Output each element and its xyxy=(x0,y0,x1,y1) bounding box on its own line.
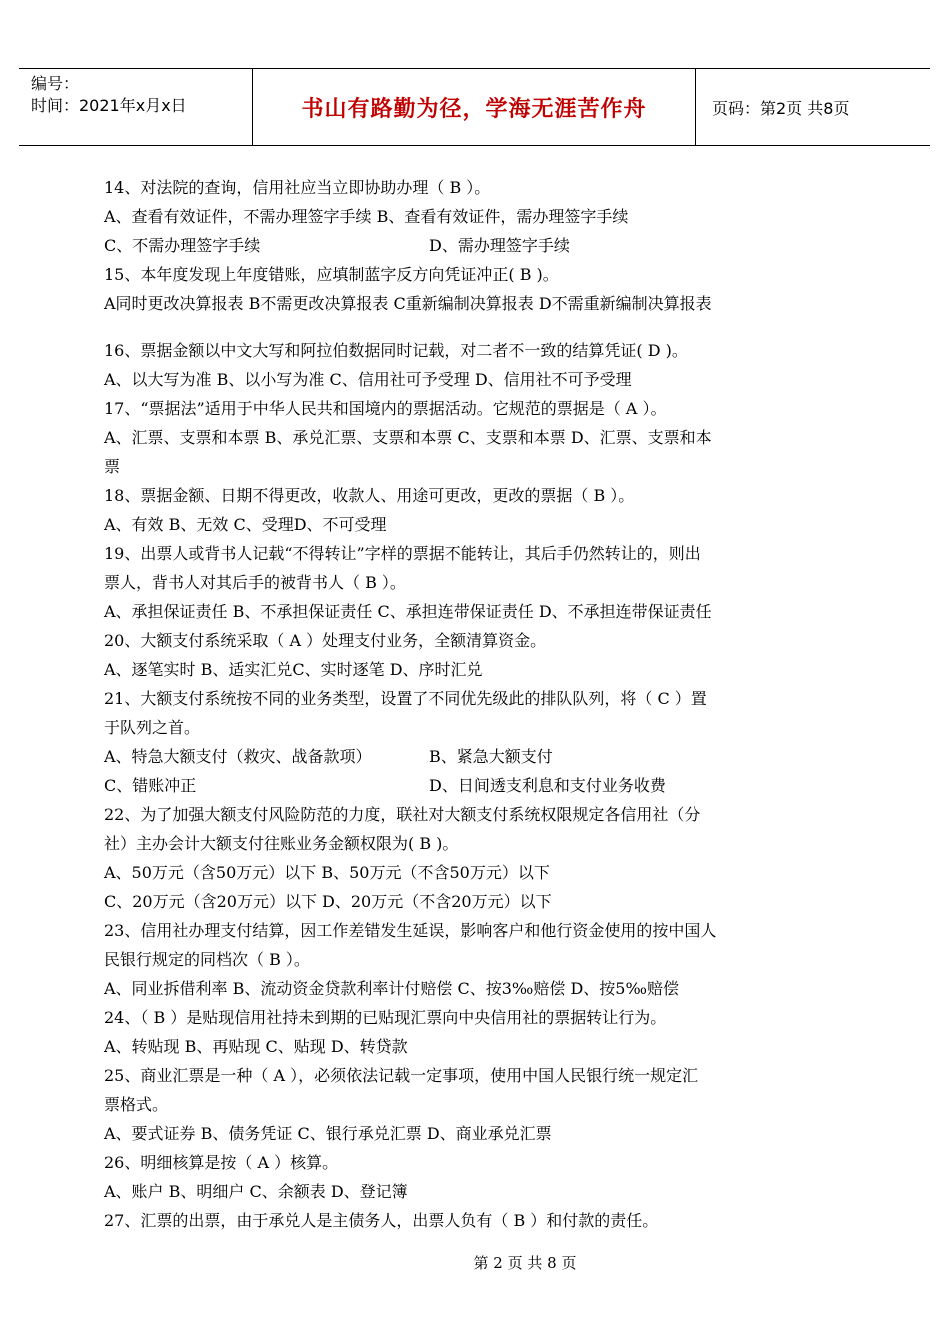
option-text: A、特急大额支付（救灾、战备款项） xyxy=(104,747,372,766)
text-line: A、有效 B、无效 C、受理D、不可受理 xyxy=(104,515,387,534)
doc-code-label: 编号： xyxy=(31,74,80,93)
header-page-number: 页码：第2页 共8页 xyxy=(712,98,850,118)
text-line: 19、出票人或背书人记载“不得转让”字样的票据不能转让，其后手仍然转让的，则出 xyxy=(104,544,701,563)
text-line: 27、汇票的出票，由于承兑人是主债务人，出票人负有（ B ）和付款的责任。 xyxy=(104,1211,659,1230)
text-line: 16、票据金额以中文大写和阿拉伯数据同时记载，对二者不一致的结算凭证( D )。 xyxy=(104,341,688,360)
text-line: 票人，背书人对其后手的被背书人（ B ）。 xyxy=(104,573,406,592)
option-text: D、日间透支利息和支付业务收费 xyxy=(429,776,666,795)
document-body xyxy=(104,173,864,1235)
text-line: 18、票据金额、日期不得更改，收款人、用途可更改，更改的票据（ B ）。 xyxy=(104,486,635,505)
option-text: C、错账冲正 xyxy=(104,776,197,795)
page-header xyxy=(19,68,930,146)
text-line: C、20万元（含20万元）以下 D、20万元（不含20万元）以下 xyxy=(104,892,552,911)
option-text: C、不需办理签字手续 xyxy=(104,236,261,255)
text-line: 23、信用社办理支付结算，因工作差错发生延误，影响客户和他行资金使用的按中国人 xyxy=(104,921,717,940)
text-line: 26、明细核算是按（ A ）核算。 xyxy=(104,1153,339,1172)
text-line xyxy=(104,771,864,800)
doc-time-label: 时间：2021年x月x日 xyxy=(31,96,187,115)
text-line: 24、（ B ）是贴现信用社持未到期的已贴现汇票向中央信用社的票据转让行为。 xyxy=(104,1008,667,1027)
text-line: 20、大额支付系统采取（ A ）处理支付业务，全额清算资金。 xyxy=(104,631,547,650)
text-line: A、转贴现 B、再贴现 C、贴现 D、转贷款 xyxy=(104,1037,408,1056)
text-line: A、50万元（含50万元）以下 B、50万元（不含50万元）以下 xyxy=(104,863,550,882)
text-line: 25、商业汇票是一种（ A ），必须依法记载一定事项，使用中国人民银行统一规定汇 xyxy=(104,1066,699,1085)
text-line: A同时更改决算报表 B不需更改决算报表 C重新编制决算报表 D不需重新编制决算报表 xyxy=(104,294,712,313)
option-text: D、需办理签字手续 xyxy=(429,236,570,255)
text-line: 21、大额支付系统按不同的业务类型，设置了不同优先级此的排队队列，将（ C ）置 xyxy=(104,689,707,708)
text-line: A、查看有效证件，不需办理签字手续 B、查看有效证件，需办理签字手续 xyxy=(104,207,629,226)
option-text: B、紧急大额支付 xyxy=(429,747,553,766)
text-line: A、逐笔实时 B、适实汇兑C、实时逐笔 D、序时汇兑 xyxy=(104,660,483,679)
text-line: A、要式证券 B、债务凭证 C、银行承兑汇票 D、商业承兑汇票 xyxy=(104,1124,552,1143)
text-line: A、承担保证责任 B、不承担保证责任 C、承担连带保证责任 D、不承担连带保证责任 xyxy=(104,602,712,621)
text-line: 15、本年度发现上年度错账，应填制蓝字反方向凭证冲正( B )。 xyxy=(104,265,559,284)
header-meta xyxy=(19,69,253,145)
text-line: 票 xyxy=(104,457,121,476)
header-motto: 书山有路勤为径，学海无涯苦作舟 xyxy=(253,69,696,145)
text-line: A、以大写为准 B、以小写为准 C、信用社可予受理 D、信用社不可予受理 xyxy=(104,370,632,389)
text-line: 社）主办会计大额支付往账业务金额权限为( B )。 xyxy=(104,834,459,853)
text-line: 于队列之首。 xyxy=(104,718,201,737)
text-line: A、汇票、支票和本票 B、承兑汇票、支票和本票 C、支票和本票 D、汇票、支票和本 xyxy=(104,428,712,447)
text-line: 民银行规定的同档次（ B ）。 xyxy=(104,950,310,969)
text-line: A、同业拆借利率 B、流动资金贷款利率计付赔偿 C、按3‰赔偿 D、按5‰赔偿 xyxy=(104,979,679,998)
text-line xyxy=(104,742,864,771)
text-line: A、账户 B、明细户 C、余额表 D、登记簿 xyxy=(104,1182,408,1201)
text-line: 14、对法院的查询，信用社应当立即协助办理（ B ）。 xyxy=(104,178,491,197)
page-footer: 第 2 页 共 8 页 xyxy=(473,1254,577,1272)
text-line: 22、为了加强大额支付风险防范的力度，联社对大额支付系统权限规定各信用社（分 xyxy=(104,805,701,824)
text-line: 17、“票据法”适用于中华人民共和国境内的票据活动。它规范的票据是（ A ）。 xyxy=(104,399,667,418)
text-line xyxy=(104,231,864,260)
text-line: 票格式。 xyxy=(104,1095,169,1114)
